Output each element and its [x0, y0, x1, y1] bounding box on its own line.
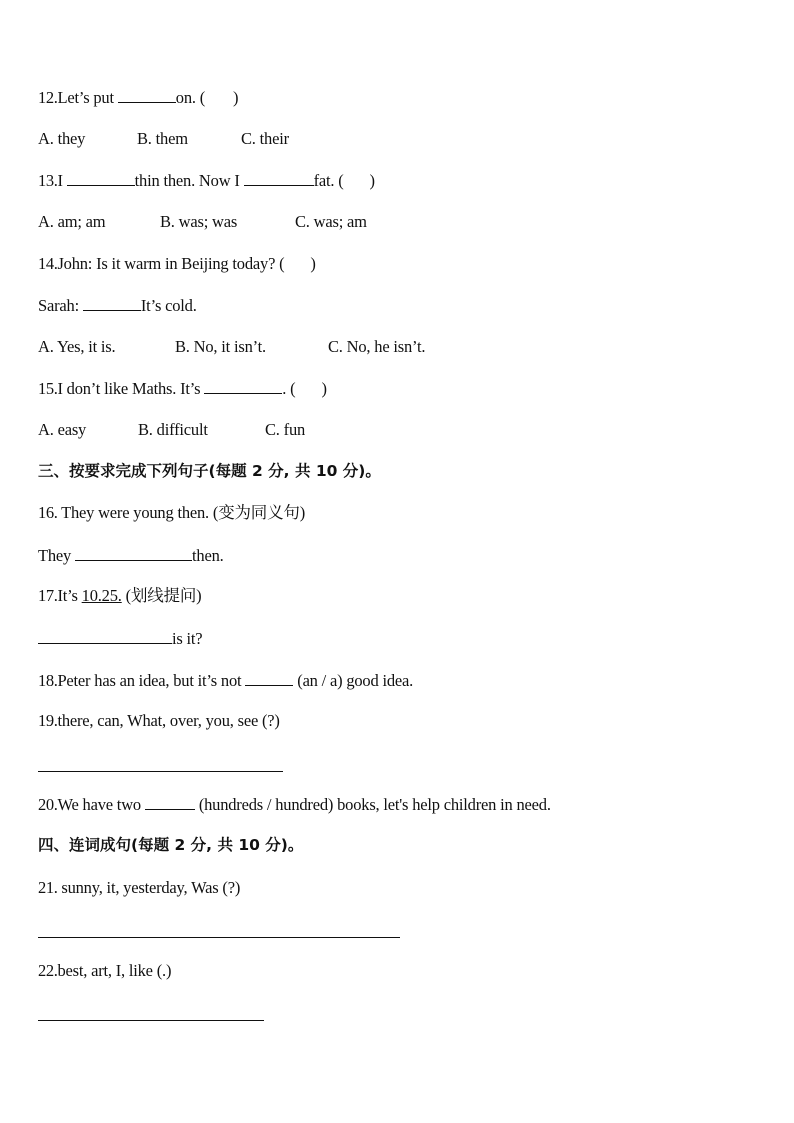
question-number: 21. — [38, 878, 58, 897]
answer-blank[interactable] — [38, 628, 172, 644]
answer-prefix: They — [38, 546, 76, 565]
answer-suffix: is it? — [172, 629, 203, 648]
option-a[interactable]: A. Yes, it is. — [38, 337, 116, 356]
question-15 — [38, 378, 327, 399]
question-text: fat. ( — [313, 171, 344, 190]
option-c[interactable]: C. was; am — [295, 212, 367, 231]
question-text: It’s cold. — [140, 296, 197, 315]
answer-blank[interactable] — [244, 170, 314, 186]
question-number: 13. — [38, 171, 58, 190]
option-b[interactable]: B. No, it isn’t. — [175, 337, 266, 356]
question-text: John: Is it warm in Beijing today? ( — [57, 254, 285, 273]
question-text: best, art, I, like (.) — [57, 961, 172, 980]
answer-blank[interactable] — [75, 545, 192, 561]
option-a[interactable]: A. am; am — [38, 212, 106, 231]
answer-blank[interactable] — [245, 670, 293, 686]
question-number: 20. — [38, 795, 58, 814]
bracket-close: ) — [369, 171, 375, 190]
question-13 — [38, 170, 375, 191]
question-text: We have two — [57, 795, 145, 814]
question-14-options — [38, 337, 425, 357]
option-c[interactable]: C. their — [241, 129, 289, 148]
option-a[interactable]: A. they — [38, 129, 86, 148]
question-18 — [38, 670, 413, 691]
option-b[interactable]: B. them — [137, 129, 188, 148]
question-number: 22. — [38, 961, 58, 980]
question-17 — [38, 586, 201, 606]
question-22 — [38, 961, 171, 981]
question-number: 14. — [38, 254, 58, 273]
question-19 — [38, 711, 280, 731]
question-text: Let’s put — [57, 88, 118, 107]
question-text: sunny, it, yesterday, Was (?) — [57, 878, 241, 897]
question-text: It’s — [57, 586, 82, 605]
question-text: . ( — [282, 379, 296, 398]
answer-line[interactable] — [38, 1020, 264, 1021]
question-12 — [38, 87, 238, 108]
underlined-part: 10.25. — [81, 586, 122, 605]
question-12-options — [38, 129, 289, 149]
question-13-options — [38, 212, 367, 232]
option-c[interactable]: C. No, he isn’t. — [328, 337, 426, 356]
answer-blank[interactable] — [83, 295, 141, 311]
question-16 — [38, 503, 305, 523]
section-four-title: 四、连词成句(每题 2 分, 共 10 分)。 — [38, 836, 304, 854]
option-c[interactable]: C. fun — [265, 420, 306, 439]
question-number: 19. — [38, 711, 58, 730]
question-14 — [38, 254, 316, 274]
question-text: thin then. Now I — [134, 171, 244, 190]
bracket-close: ) — [321, 379, 327, 398]
option-a[interactable]: A. easy — [38, 420, 87, 439]
section-three-title: 三、按要求完成下列句子(每题 2 分, 共 10 分)。 — [38, 462, 381, 480]
question-20 — [38, 794, 551, 815]
answer-line[interactable] — [38, 771, 283, 772]
question-21 — [38, 878, 240, 898]
question-text: there, can, What, over, you, see (?) — [57, 711, 280, 730]
bracket-close: ) — [233, 88, 239, 107]
question-text: I — [57, 171, 67, 190]
option-b[interactable]: B. was; was — [160, 212, 238, 231]
question-16-answer — [38, 545, 224, 566]
answer-blank[interactable] — [118, 87, 176, 103]
question-number: 15. — [38, 379, 58, 398]
answer-blank[interactable] — [67, 170, 135, 186]
question-17-answer — [38, 628, 202, 649]
option-b[interactable]: B. difficult — [138, 420, 208, 439]
question-text: on. ( — [175, 88, 206, 107]
answer-blank[interactable] — [145, 794, 195, 810]
question-15-options — [38, 420, 305, 440]
question-number: 16. — [38, 503, 58, 522]
question-text: I don’t like Maths. It’s — [57, 379, 205, 398]
answer-suffix: then. — [192, 546, 224, 565]
question-text: (an / a) good idea. — [293, 671, 414, 690]
answer-line[interactable] — [38, 937, 400, 938]
question-number: 12. — [38, 88, 58, 107]
answer-blank[interactable] — [204, 378, 282, 394]
question-number: 17. — [38, 586, 58, 605]
question-text: (hundreds / hundred) books, let's help children in need. — [194, 795, 551, 814]
question-14-dialog — [38, 295, 197, 316]
bracket-close: ) — [310, 254, 316, 273]
question-text: They were young then. (变为同义句) — [57, 503, 305, 522]
question-text: Peter has an idea, but it’s not — [57, 671, 246, 690]
question-instruction: (划线提问) — [121, 586, 202, 605]
speaker-line: Sarah: — [38, 296, 83, 315]
question-number: 18. — [38, 671, 58, 690]
